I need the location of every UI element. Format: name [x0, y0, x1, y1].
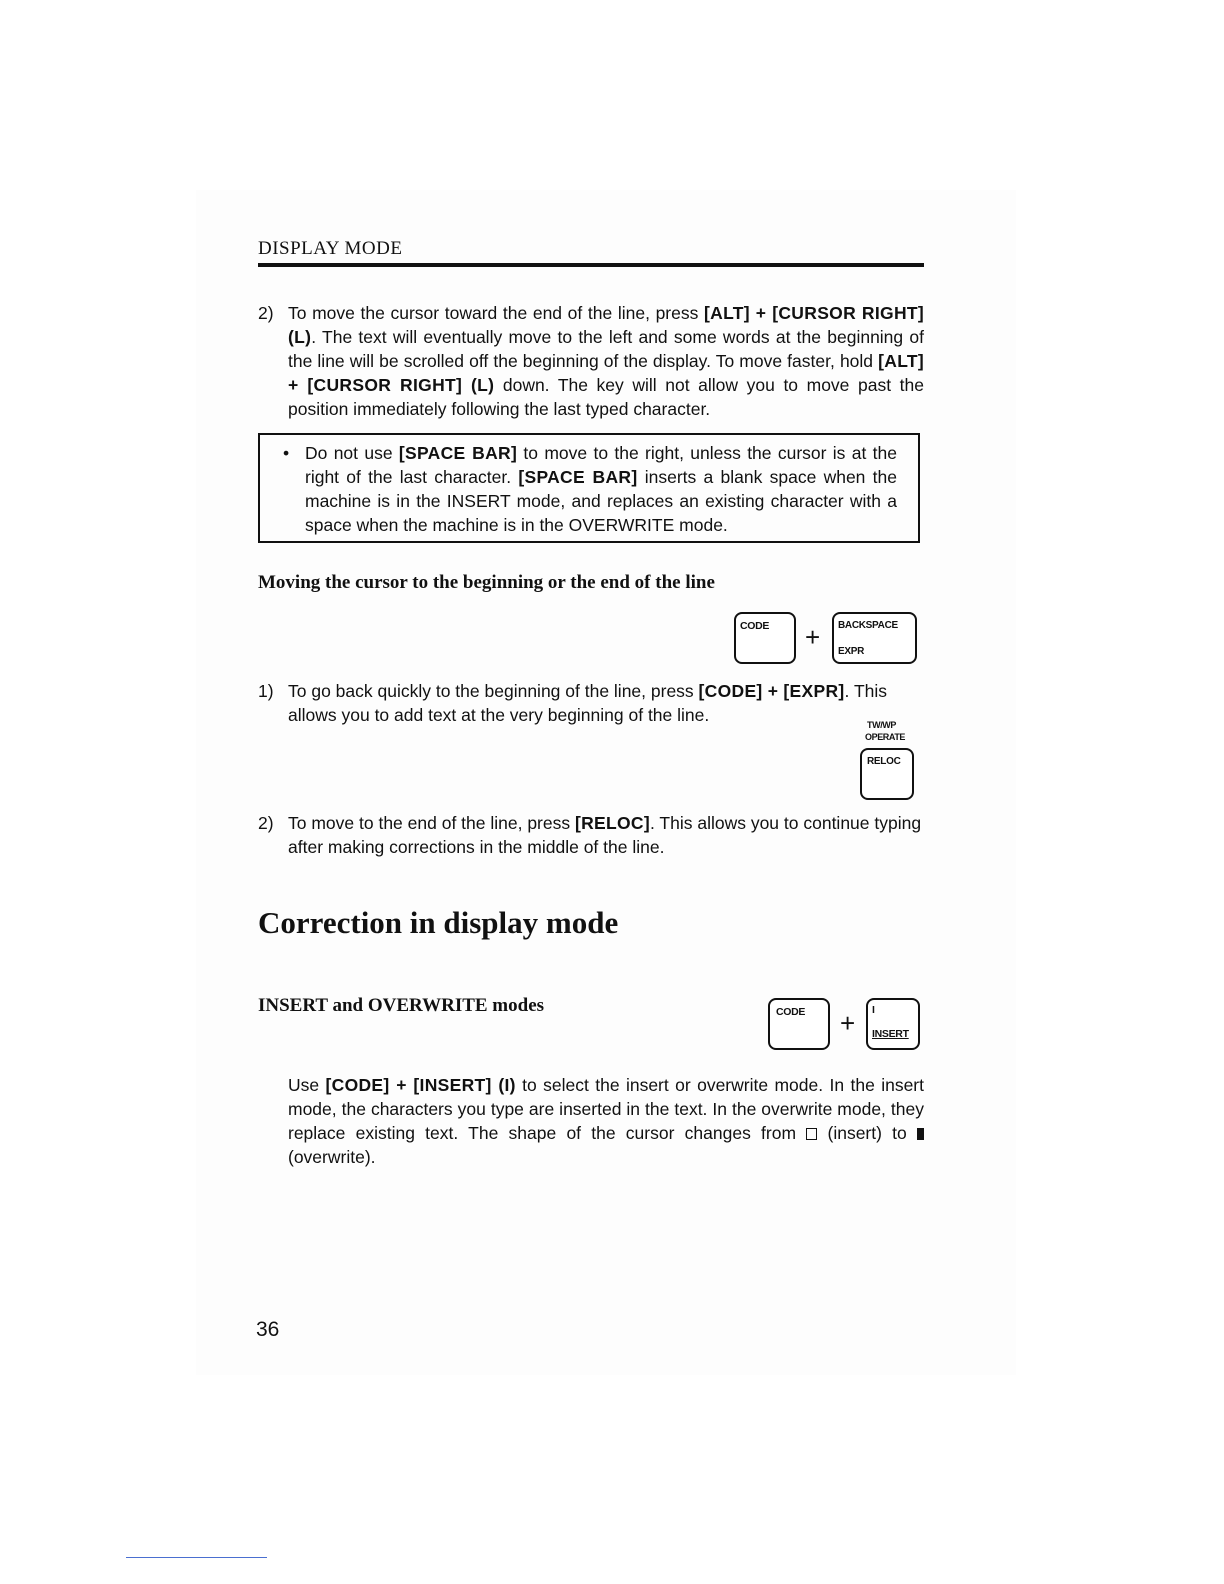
page-number: 36	[256, 1318, 280, 1341]
code-key-icon: CODE	[768, 998, 830, 1050]
twwp-label: TW/WP	[867, 720, 896, 730]
running-header: DISPLAY MODE	[258, 238, 403, 259]
bottom-underline	[126, 1557, 267, 1558]
note-bullet: •	[283, 443, 290, 463]
list-number: 2)	[258, 303, 274, 323]
subheading-insert-overwrite: INSERT and OVERWRITE modes	[258, 995, 545, 1016]
insert-cursor-icon	[806, 1128, 817, 1140]
paragraph-line-beginning: To go back quickly to the beginning of the line, press [CODE] + [EXPR]. This allows you to add text at the very beginning of the line.	[288, 681, 887, 725]
paragraph-line-end: To move to the end of the line, press [RELOC]. This allows you to continue typing after making corrections in the middle of the line.	[288, 813, 922, 857]
header-rule	[258, 263, 924, 267]
insert-key-icon: I INSERT	[866, 998, 920, 1050]
paragraph-cursor-right: To move the cursor toward the end of the line, press [ALT] + [CURSOR RIGHT] (L). The text will eventually move to the left and some words at the beginning of the line will be scrolled off the beginning of the display. To move faster, hold [ALT] + [CURSOR RIGHT] (L) down. The key will not allow you to move past the position immediately following the last typed character.	[288, 303, 925, 419]
subheading-moving-cursor: Moving the cursor to the beginning or the end of the line	[258, 572, 715, 593]
operate-label: OPERATE	[865, 732, 906, 742]
list-number: 1)	[258, 681, 274, 701]
reloc-key-icon: RELOC	[860, 748, 914, 800]
note-text: Do not use [SPACE BAR] to move to the right, unless the cursor is at the right of the last character. [SPACE BAR] inserts a blank space when the machine is in the INSERT mode, and replaces an existing character with a space when the machine is in the OVERWRITE mode.	[305, 443, 898, 535]
overwrite-cursor-icon	[917, 1128, 924, 1140]
code-key-icon: CODE	[734, 612, 796, 664]
plus-sign: +	[805, 622, 821, 652]
plus-sign: +	[840, 1008, 856, 1038]
section-title: Correction in display mode	[258, 905, 619, 940]
list-number: 2)	[258, 813, 274, 833]
backspace-expr-key-icon: BACKSPACE EXPR	[832, 612, 917, 664]
paragraph-insert-mode: Use [CODE] + [INSERT] (I) to select the insert or overwrite mode. In the insert mode, the characters you type are inserted in the text. In the overwrite mode, they replace existing text. The shape of the cursor changes from (insert) to (overwrite).	[288, 1075, 924, 1167]
